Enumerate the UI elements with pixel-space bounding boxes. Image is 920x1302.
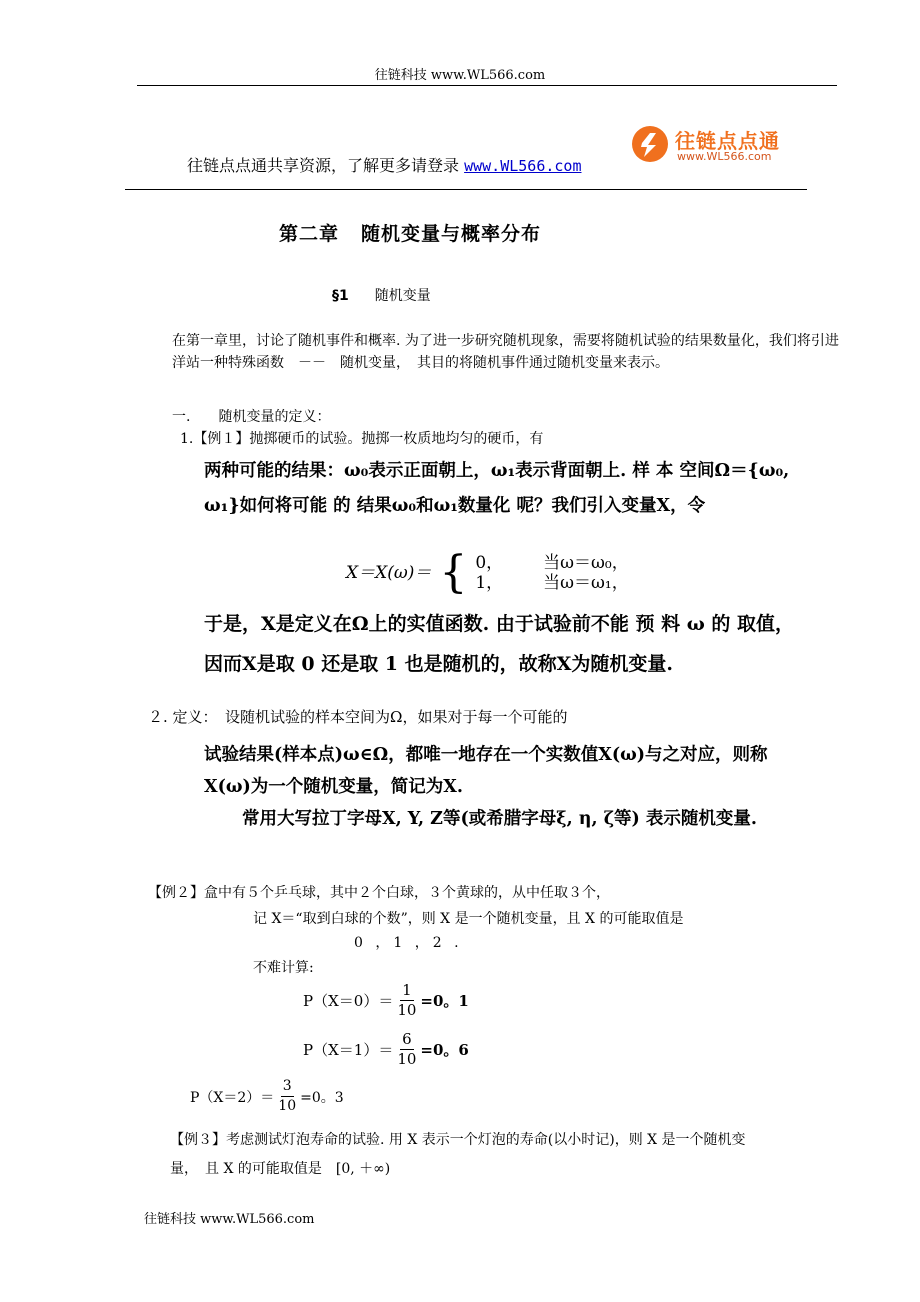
case1-value: 0，	[475, 553, 504, 573]
example2-values: 0 ，1 ，2 .	[354, 935, 463, 951]
fraction-numerator: 6	[402, 1030, 412, 1048]
chapter-name: 随机变量与概率分布	[361, 223, 542, 245]
logo	[630, 123, 790, 173]
probability-row	[190, 1077, 344, 1116]
section-number: §1	[332, 288, 349, 304]
intro-paragraph: 在第一章里，讨论了随机事件和概率. 为了进一步研究随机现象，需要将随机试验的结果数量化，我们将引进洋站一种特殊函数 －－ 随机变量， 其目的将随机事件通过随机变量来表示。	[172, 333, 839, 371]
page-header: 往链科技 www.WL566.com	[374, 68, 546, 83]
example3-line1: 【例３】考虑测试灯泡寿命的试验. 用 X 表示一个灯泡的寿命(以小时记)，则 X 是一个随机变	[170, 1132, 746, 1148]
prob-fraction	[395, 1030, 418, 1069]
definition-lead: ２. 定义： 设随机试验的样本空间为Ω，如果对于每一个可能的	[148, 708, 568, 726]
example2-line2: 记 X＝“取到白球的个数”，则 X 是一个随机变量，且 X 的可能取值是	[253, 911, 684, 927]
piecewise-formula	[342, 547, 633, 598]
fraction-denominator: 10	[397, 1001, 417, 1019]
prob-lhs: P（X＝0）＝	[303, 992, 394, 1010]
logo-brand: 往链点点通	[675, 129, 780, 153]
example1-lead: 1.【例１】抛掷硬币的试验。抛掷一枚质地均匀的硬币，有	[180, 431, 544, 447]
prob-rhs: =0。1	[420, 992, 469, 1010]
prob-rhs: =0。3	[300, 1089, 344, 1106]
definition-body	[204, 739, 774, 835]
example2-line4: 不难计算:	[253, 960, 314, 976]
promo-text: 往链点点通共享资源，了解更多请登录	[187, 156, 465, 175]
promo-rule	[125, 189, 807, 190]
definition-text: 试验结果(样本点)ω∈Ω，都唯一地存在一个实数值X(ω)与之对应，则称X(ω)为一个随机变量，简记为X.	[204, 745, 768, 797]
prob-rhs: =0。6	[420, 1041, 469, 1059]
definition-note: 常用大写拉丁字母X, Y, Z等(或希腊字母ξ, η, ζ等) 表示随机变量.	[242, 809, 758, 829]
prob-fraction	[276, 1077, 298, 1116]
fraction-numerator: 3	[281, 1077, 294, 1097]
section-heading	[332, 285, 431, 305]
logo-url: www.WL566.com	[677, 150, 772, 163]
prob-fraction	[395, 981, 418, 1020]
case2-condition: 当ω＝ω₁，	[543, 573, 629, 593]
logo-mark-icon	[630, 123, 670, 165]
fraction-denominator: 10	[278, 1098, 297, 1114]
fraction-numerator: 1	[402, 981, 412, 999]
case2-value: 1，	[475, 573, 504, 593]
example3-line2: 量， 且 X 的可能取值是 [0, ＋∞)	[170, 1161, 391, 1177]
example1-conclusion: 于是，X是定义在Ω上的实值函数. 由于试验前不能 预 料 ω 的 取值，因而X是取 0 还是取 1 也是随机的，故称X为随机变量.	[204, 613, 795, 675]
fraction-denominator: 10	[397, 1050, 417, 1068]
header-rule	[137, 85, 837, 86]
promo-line	[187, 153, 582, 176]
chapter-number: 第二章	[278, 223, 339, 245]
formula-lhs: X＝X(ω)＝	[346, 563, 432, 583]
prob-lhs: P（X＝2）＝	[190, 1089, 275, 1106]
prob-lhs: P（X＝1）＝	[303, 1041, 394, 1059]
example1-text: 两种可能的结果：ω₀表示正面朝上，ω₁表示背面朝上. 样 本 空间Ω＝{ω₀, ω₁}如何将可能 的 结果ω₀和ω₁数量化 呢？我们引入变量X，令	[204, 461, 790, 516]
section-title: 随机变量	[374, 288, 431, 304]
probability-row	[303, 1030, 469, 1069]
chapter-title	[0, 219, 820, 246]
case1-condition: 当ω＝ω₀，	[543, 553, 629, 573]
example2-line1: 【例２】盒中有５个乒乓球，其中２个白球，３个黄球的，从中任取３个，	[148, 885, 610, 901]
promo-link[interactable]: www.WL566.com	[464, 157, 582, 175]
probability-row	[303, 981, 469, 1020]
brace-symbol: {	[439, 547, 468, 598]
definition-heading: 一. 随机变量的定义：	[172, 409, 331, 425]
page-footer: 往链科技 www.WL566.com	[144, 1212, 315, 1227]
